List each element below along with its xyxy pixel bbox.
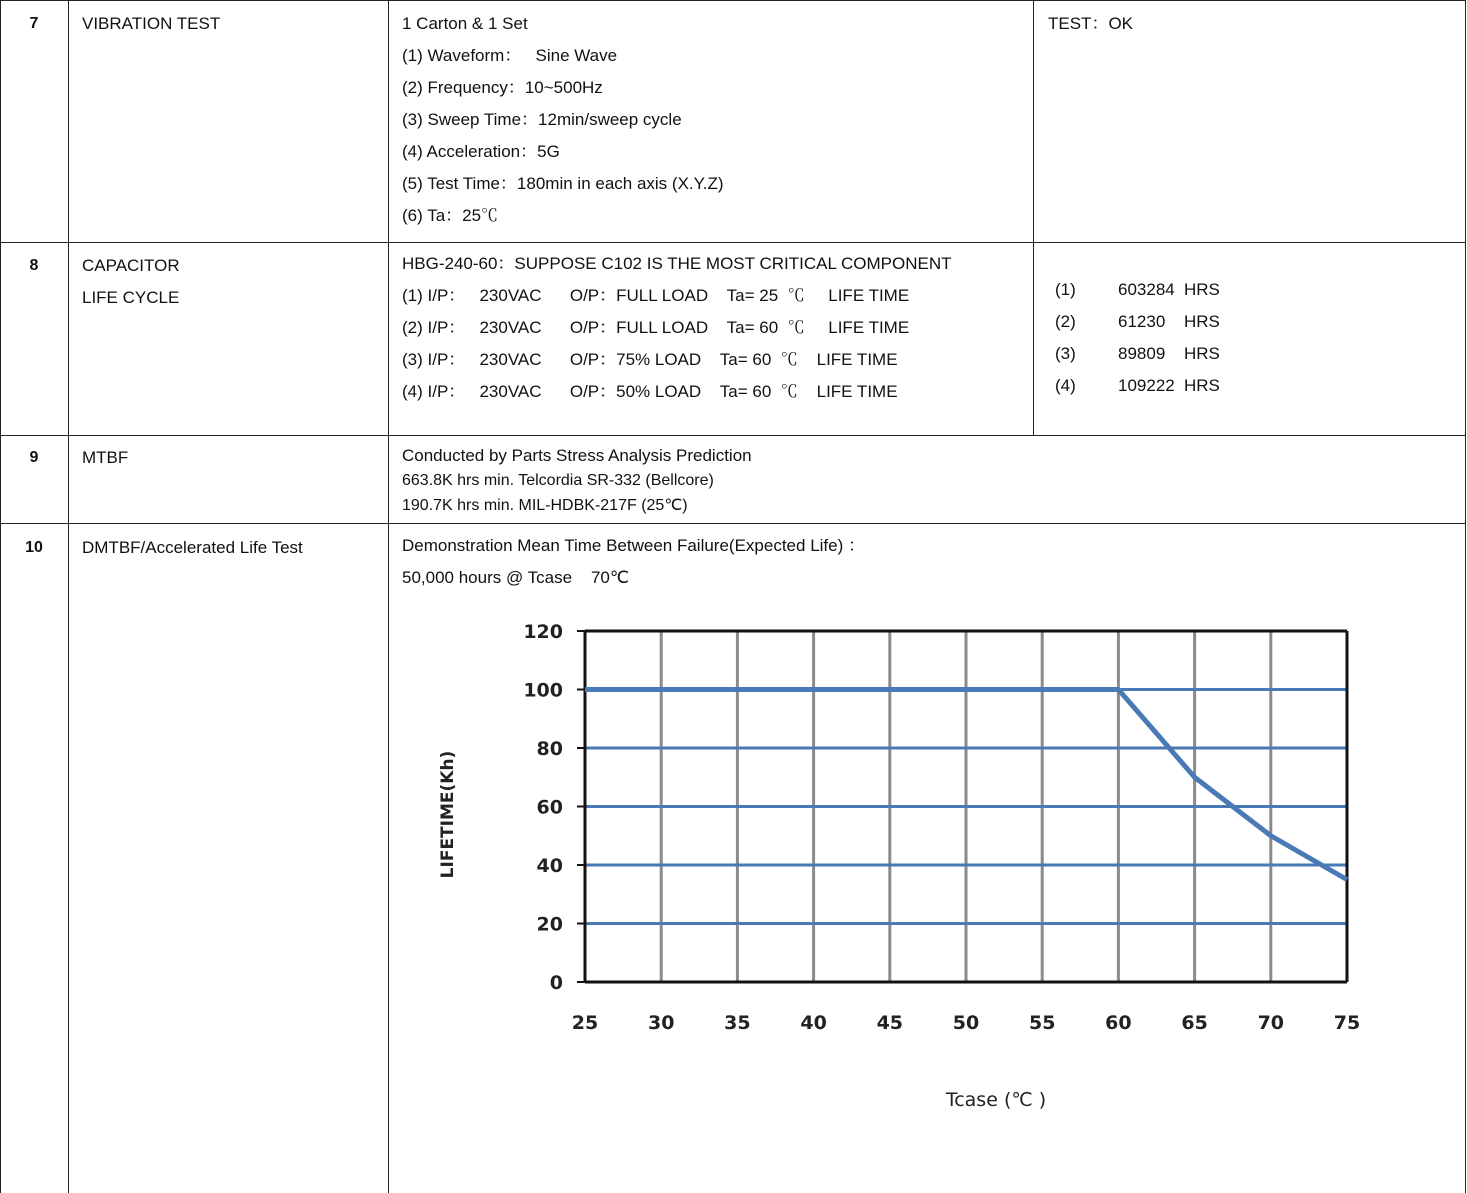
description-line: 50,000 hours @ Tcase 70℃ [402, 568, 629, 587]
x-tick-labels [572, 1012, 1360, 1034]
result-unit: HRS [1184, 312, 1220, 331]
x-tick-label: 55 [1028, 1012, 1056, 1034]
result-unit: HRS [1184, 280, 1220, 299]
row-divider-9 [0, 523, 1466, 524]
description-line: 1 Carton & 1 Set [402, 14, 528, 33]
x-tick-label: 60 [1105, 1012, 1132, 1034]
life-time-result-row [1055, 306, 1220, 338]
y-tick-label: 100 [523, 679, 563, 702]
description-line: (2) I/P： 230VAC O/P：FULL LOAD Ta= 60 ℃ LIFE TIME [402, 318, 910, 337]
item-line: MTBF [82, 448, 129, 467]
description-line: Demonstration Mean Time Between Failure(Expected Life) ： [402, 536, 865, 555]
result-value: 603284 [1118, 280, 1175, 299]
test-result: TEST：OK [1048, 14, 1134, 33]
table-border-top [0, 0, 1466, 1]
y-tick-label: 0 [549, 972, 563, 994]
y-tick-labels [523, 621, 563, 994]
description-line: Conducted by Parts Stress Analysis Prediction [402, 446, 752, 465]
item-line: CAPACITOR [82, 256, 180, 275]
result-index: (1) [1055, 280, 1076, 299]
description-line: (3) I/P： 230VAC O/P：75% LOAD Ta= 60 ℃ LIFE TIME [402, 350, 898, 369]
test-item-name [82, 532, 303, 564]
x-axis-label: Tcase (℃ ) [945, 1089, 1047, 1111]
life-time-result-row [1055, 370, 1220, 402]
life-time-result-row [1055, 274, 1220, 306]
test-item-name [82, 250, 180, 314]
row-number: 8 [29, 257, 39, 274]
x-tick-label: 45 [876, 1012, 904, 1034]
test-description [402, 530, 865, 594]
description-line: (5) Test Time：180min in each axis (X.Y.Z) [402, 174, 724, 193]
description-line: (3) Sweep Time：12min/sweep cycle [402, 110, 682, 129]
y-tick-label: 20 [536, 913, 563, 936]
result-unit: HRS [1184, 376, 1220, 395]
test-description [402, 443, 752, 518]
column-divider-no [68, 0, 69, 1193]
result-unit: HRS [1184, 344, 1220, 363]
test-item-name [82, 442, 128, 474]
result-value: 61230 [1118, 312, 1166, 331]
table-border-left [0, 0, 1, 1193]
life-time-results [1055, 274, 1220, 402]
column-divider-result [1033, 0, 1034, 435]
test-item-name [82, 8, 220, 40]
description-line: (4) Acceleration：5G [402, 142, 560, 161]
test-description [402, 8, 724, 232]
y-axis-label: LIFETIME(Kh) [438, 750, 458, 879]
description-line: (6) Ta：25℃ [402, 206, 499, 225]
row-number: 10 [25, 539, 43, 556]
x-tick-label: 25 [571, 1012, 599, 1034]
x-tick-label: 50 [952, 1012, 980, 1034]
row-divider-7 [0, 242, 1466, 243]
row-number: 7 [29, 15, 39, 32]
result-index: (4) [1055, 376, 1076, 395]
table-border-right [1465, 0, 1466, 1193]
life-time-result-row [1055, 338, 1220, 370]
y-tick-label: 40 [536, 855, 563, 877]
item-line: DMTBF/Accelerated Life Test [82, 538, 303, 557]
x-tick-label: 40 [800, 1012, 827, 1034]
test-description [402, 248, 952, 408]
x-tick-label: 65 [1181, 1012, 1208, 1034]
lifetime-derating-chart [420, 610, 1400, 1130]
result-value: 89809 [1118, 344, 1166, 363]
description-line: (4) I/P： 230VAC O/P：50% LOAD Ta= 60 ℃ LIFE TIME [402, 382, 898, 401]
y-tick-label: 80 [536, 738, 563, 760]
result-value: 109222 [1118, 376, 1175, 395]
item-line: LIFE CYCLE [82, 288, 180, 307]
item-line: VIBRATION TEST [82, 14, 221, 33]
x-tick-label: 75 [1333, 1012, 1361, 1034]
description-line: 190.7K hrs min. MIL-HDBK-217F (25℃) [402, 497, 688, 514]
x-tick-label: 30 [647, 1012, 675, 1034]
result-index: (2) [1055, 312, 1076, 331]
y-tick-label: 60 [536, 796, 563, 819]
description-line: 663.8K hrs min. Telcordia SR-332 (Bellcore) [402, 472, 714, 489]
description-line: (1) Waveform： Sine Wave [402, 46, 618, 65]
description-line: (2) Frequency：10~500Hz [402, 78, 603, 97]
description-line: (1) I/P： 230VAC O/P：FULL LOAD Ta= 25 ℃ LIFE TIME [402, 286, 910, 305]
result-index: (3) [1055, 344, 1076, 363]
row-divider-8 [0, 435, 1466, 436]
row-number: 9 [29, 449, 39, 466]
y-tick-label: 120 [523, 621, 563, 643]
x-tick-label: 35 [724, 1012, 751, 1034]
column-divider-item [388, 0, 389, 1193]
description-line: HBG-240-60：SUPPOSE C102 IS THE MOST CRITICAL COMPONENT [402, 254, 952, 273]
x-tick-label: 70 [1257, 1012, 1285, 1034]
